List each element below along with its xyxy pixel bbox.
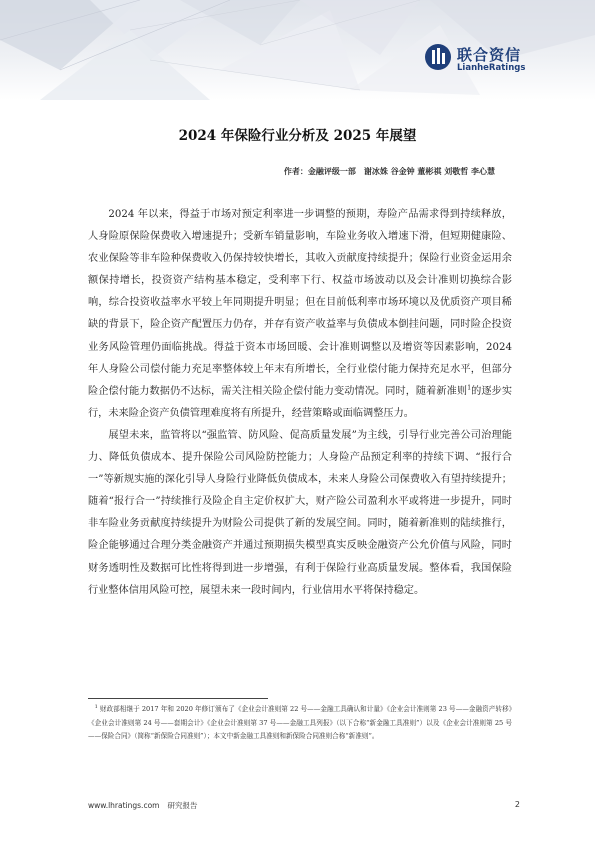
footnote-text: 财政部相继于 2017 年和 2020 年修订颁布了《企业会计准则第 22 号——金融工具确认和计量》《企业会计准则第 23 号——金融资产转移》《企业会计准则第 24 号——套期会计》《企业会计准则第 37 号——金融工具列报》（以下合称“新金融工具准则”）以及《企业会计准则第 25 号——保险合同》（简称“新保险合同准则”）；本文中新金融工具准则和新保险合同准则合称“新准则”。	[88, 705, 512, 741]
header-band	[0, 0, 595, 100]
paragraph	[88, 204, 512, 425]
paragraph-text: 的逐步实行，未来险企资产负债管理难度将有所提升，经营策略或面临调整压力。	[88, 385, 513, 419]
footer	[88, 800, 205, 811]
page-title: 2024 年保险行业分析及 2025 年展望	[178, 128, 417, 144]
logo-mark-icon	[425, 44, 451, 70]
footnote-divider	[88, 698, 268, 699]
company-logo	[425, 44, 545, 80]
footnote-reference: 1	[467, 384, 472, 392]
footnote-mark: 1	[94, 703, 98, 710]
footnote	[88, 703, 512, 744]
paragraph-text: 2024 年以来，得益于市场对预定利率进一步调整的预期，寿险产品需求得到持续释放，人身险原保险保费收入增速提升；受新车销量影响，车险业务收入增速下滑，但短期健康险、农业保险等非车险种保费收入仍保持较快增长，其收入贡献度持续提升；保险行业资金运用余额保持增长，投资资产结构基本稳定，受利率下行、权益市场波动以及会计准则切换综合影响，综合投资收益率水平较上年同期提升明显；但在目前低利率市场环境以及优质资产项目稀缺的背景下，险企资产配置压力仍存，并存有资产收益率与负债成本倒挂问题，同时险企投资业务风险管理仍面临挑战。得益于资本市场回暖、会计准则调整以及增资等因素影响，2024 年人身险公司偿付能力充足率整体较上年末有所增长，全行业偿付能力保持充足水平，但部分险企偿付能力数据仍不达标，需关注相关险企偿付能力变动情况。同时，随着新准则	[88, 209, 512, 397]
paragraph-text: 展望未来，监管将以“强监管、防风险、促高质量发展”为主线，引导行业完善公司治理能力、降低负债成本、提升保险公司风险防控能力；人身险产品预定利率的持续下调、“报行合一”等新规实施的深化引导人身险行业降低负债成本，未来人身险公司保费收入有望持续提升；随着“报行合一”持续推行及险企自主定价权扩大，财产险公司盈利水平或将进一步提升，同时非车险业务贡献度持续提升为财险公司提供了新的发展空间。同时，随着新准则的陆续推行，险企能够通过合理分类金融资产并通过预期损失模型真实反映金融资产公允价值与风险，同时财务透明性及数据可比性将得到进一步增强，有利于保险行业高质量发展。整体看，我国保险行业整体信用风险可控，展望未来一段时间内，行业信用水平将保持稳定。	[88, 429, 512, 596]
logo-text-en: LianheRatings	[457, 63, 526, 73]
logo-text-cn: 联合资信	[457, 46, 522, 64]
author-line: 作者：金融评级一部 谢冰姝 谷金钟 董彬祺 刘敬哲 李心慧	[283, 167, 495, 176]
footer-label: 研究报告	[167, 801, 198, 810]
paragraph	[88, 425, 512, 602]
footer-website: www.lhratings.com	[88, 801, 160, 810]
page-number: 2	[514, 800, 520, 809]
body-text	[88, 204, 512, 602]
